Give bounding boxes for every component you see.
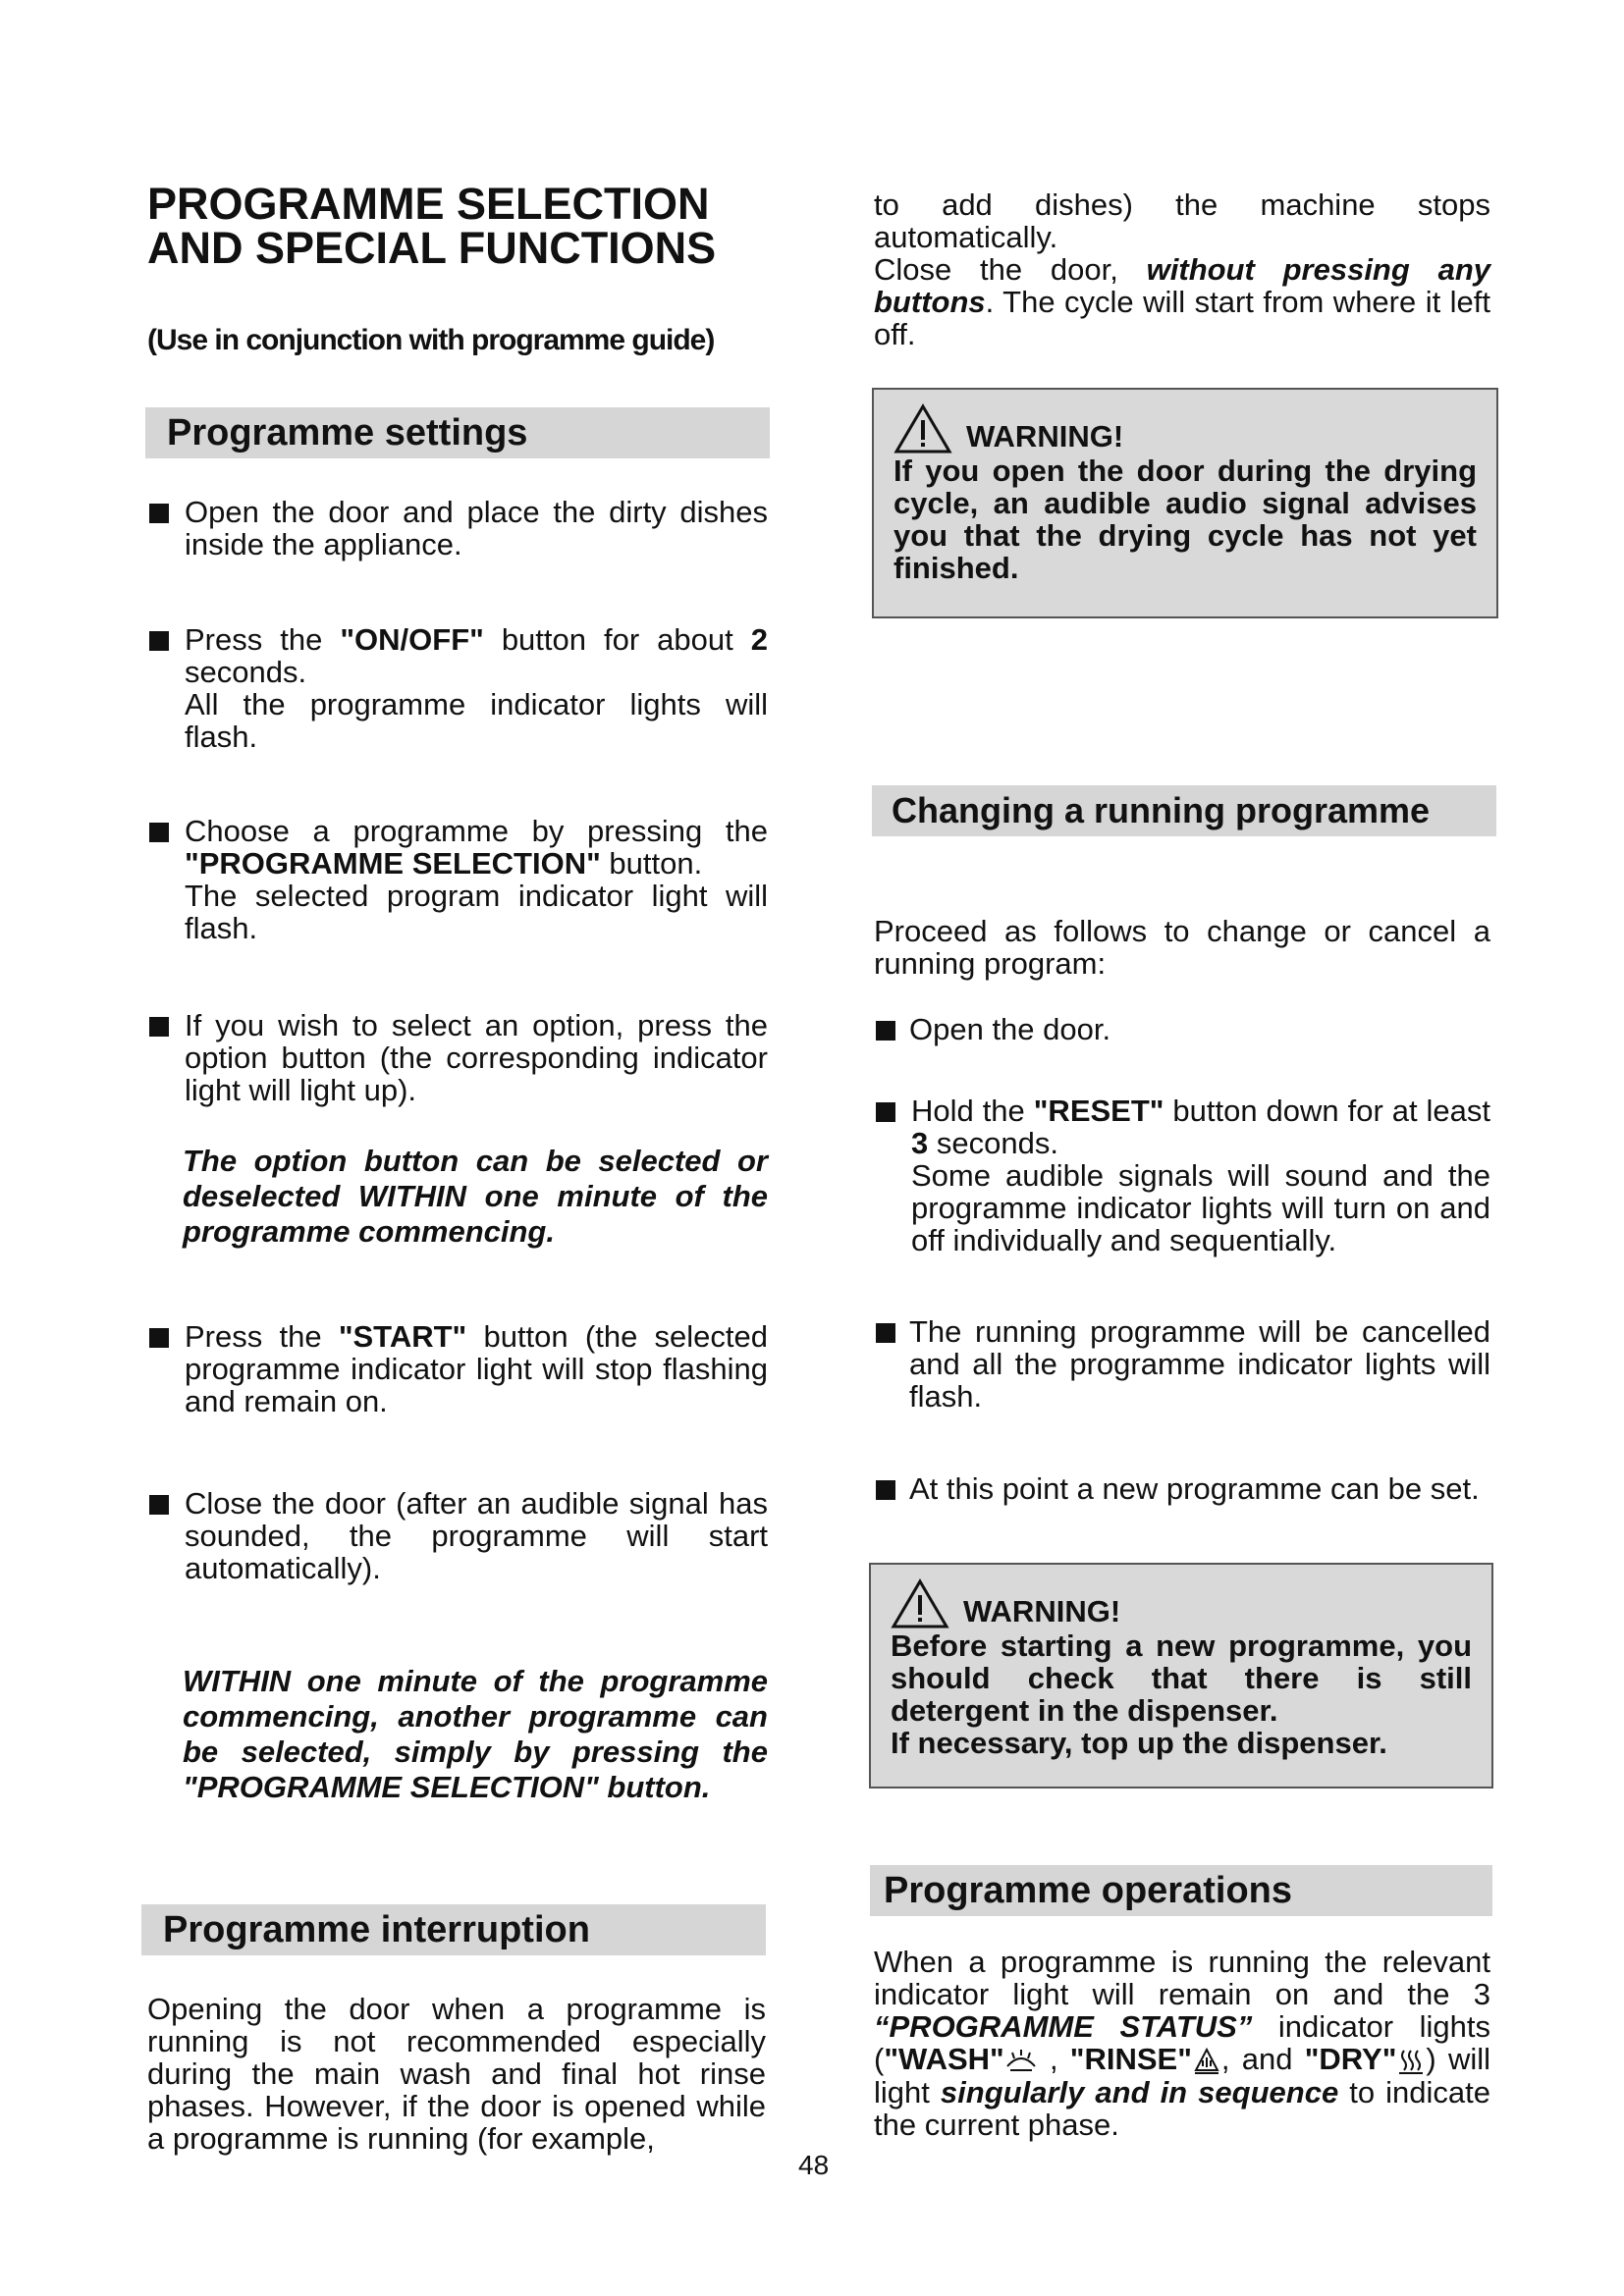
rinse-icon xyxy=(1192,2047,1221,2076)
interruption-text: Opening the door when a programme is running is not recommended especially during the main wash and final hot rinse phases. However, if the door is opened while a programme is running (for example, xyxy=(147,1992,766,2156)
section-heading-operations: Programme operations xyxy=(870,1865,1492,1916)
list-item: At this point a new programme can be set. xyxy=(876,1472,1490,1505)
warning-text: If you open the door during the drying cycle, an audible audio signal advises you that the drying cycle has not yet finished. xyxy=(893,454,1477,585)
list-item: Open the door. xyxy=(876,1013,1490,1045)
proceed-text: Proceed as follows to change or cancel a running program: xyxy=(874,914,1490,981)
title-line-1: PROGRAMME SELECTION xyxy=(147,179,710,229)
operations-text: When a programme is running the relevant indicator light will remain on and the 3 “PROGRAMME STATUS” indicator lights ("WASH" , "RINSE" , and "DRY" ) will light singularly and in sequence to indicate the current phase. xyxy=(874,1945,1490,2142)
list-item: If you wish to select an option, press the option button (the corresponding indicator light will light up). xyxy=(149,1009,768,1106)
page-number: 48 xyxy=(798,2150,830,2180)
section-heading-settings: Programme settings xyxy=(145,407,770,458)
list-item: Press the "ON/OFF" button for about 2 seconds. All the programme indicator lights will flash. xyxy=(149,623,768,753)
list-item: Open the door and place the dirty dishes inside the appliance. xyxy=(149,496,768,561)
bullet-square xyxy=(149,504,169,523)
bullet-square xyxy=(149,1017,169,1037)
warning-label: WARNING! xyxy=(963,1594,1121,1629)
section-heading-changing: Changing a running programme xyxy=(872,785,1496,836)
option-note: The option button can be selected or deselected WITHIN one minute of the programme commencing. xyxy=(183,1144,768,1249)
warning-triangle-icon xyxy=(891,1578,949,1629)
bullet-square xyxy=(149,823,169,842)
bullet-square xyxy=(876,1102,895,1122)
subtitle: (Use in conjunction with programme guide) xyxy=(147,324,715,356)
warning-label: WARNING! xyxy=(966,419,1124,454)
bullet-square xyxy=(876,1323,895,1343)
within-note: WITHIN one minute of the programme commencing, another programme can be selected, simply by pressing the "PROGRAMME SELECTION" button. xyxy=(183,1664,768,1804)
title-line-2: AND SPECIAL FUNCTIONS xyxy=(147,223,717,273)
warning-triangle-icon xyxy=(893,403,952,454)
list-item: Choose a programme by pressing the "PROGRAMME SELECTION" button. The selected program indicator light will flash. xyxy=(149,815,768,944)
list-item: Press the "START" button (the selected programme indicator light will stop flashing and remain on. xyxy=(149,1320,768,1417)
bullet-square xyxy=(149,1328,169,1348)
warning-text: Before starting a new programme, you should check that there is still detergent in the dispenser. xyxy=(891,1629,1472,1728)
bullet-square xyxy=(876,1480,895,1500)
section-heading-interruption: Programme interruption xyxy=(141,1904,766,1955)
list-item: Hold the "RESET" button down for at least 3 seconds. Some audible signals will sound and the programme indicator lights will turn on and off individually and sequentially. xyxy=(876,1095,1490,1256)
page-title xyxy=(147,179,776,273)
bullet-square xyxy=(149,1495,169,1515)
dry-icon xyxy=(1396,2047,1426,2076)
list-item: The running programme will be cancelled and all the programme indicator lights will flash. xyxy=(876,1315,1490,1413)
wash-icon xyxy=(1004,2047,1038,2076)
bullet-square xyxy=(149,631,169,651)
list-item: Close the door (after an audible signal has sounded, the programme will start automatically). xyxy=(149,1487,768,1584)
continued-text: to add dishes) the machine stops automatically. Close the door, without pressing any buttons. The cycle will start from where it left off. xyxy=(874,187,1491,351)
bullet-square xyxy=(876,1021,895,1041)
warning-box-detergent xyxy=(869,1563,1493,1789)
warning-box-drying xyxy=(872,388,1498,618)
warning-text-2: If necessary, top up the dispenser. xyxy=(891,1726,1387,1760)
